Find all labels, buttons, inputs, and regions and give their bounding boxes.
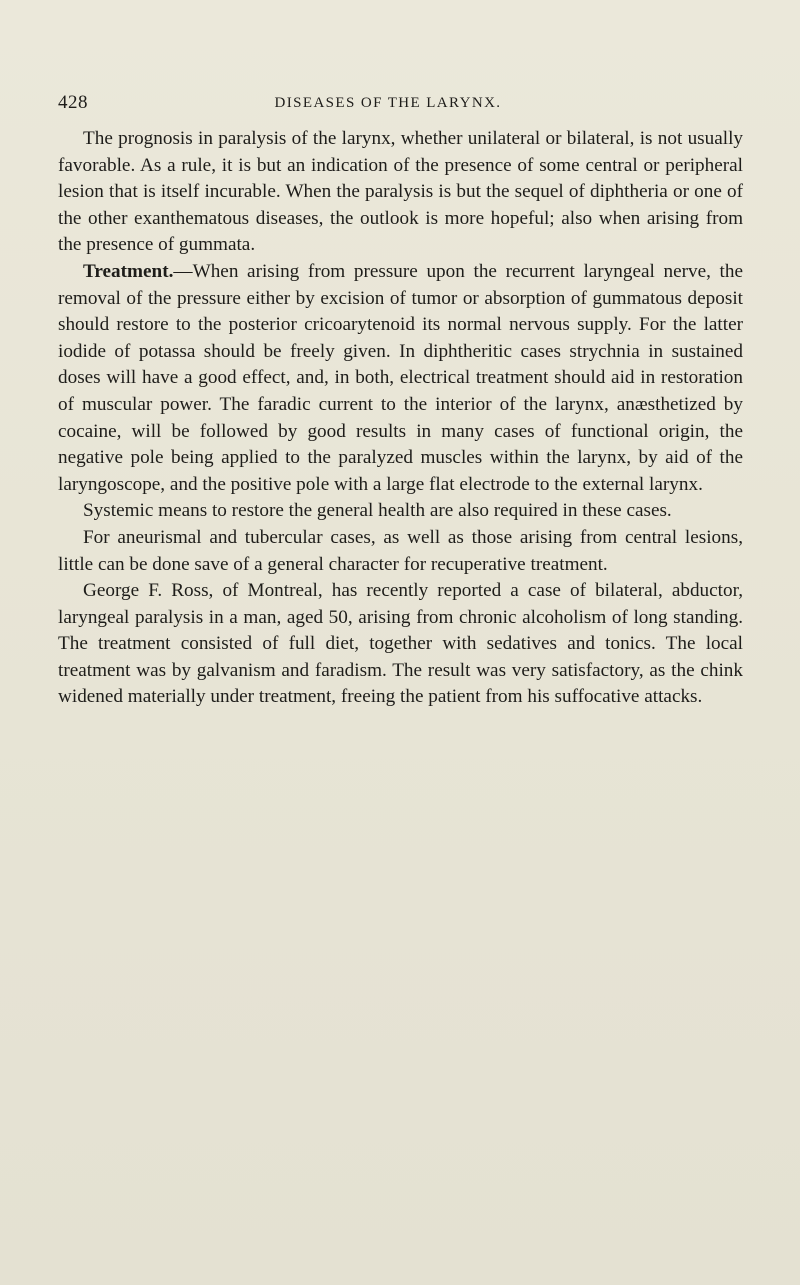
- running-title: DISEASES OF THE LARYNX.: [274, 95, 502, 111]
- paragraph-text: The prognosis in paralysis of the larynx, whether unilateral or bilateral, is not usually favorable. As a rule, it is but an indication of the presence of some central or peripheral lesion that is itself incurable. When the paralysis is but the sequel of diphtheria or one of the other exanthematous diseases, the outlook is more hopeful; also when arising from the presence of gummata.: [58, 128, 743, 256]
- running-head: [58, 91, 742, 115]
- paragraph-text: —When arising from pressure upon the recurrent laryngeal nerve, the removal of the pressure either by excision of tumor or absorption of gummatous deposit should restore to the posterior cricoarytenoid its normal nervous supply. For the latter iodide of potassa should be freely given. In diphtheritic cases strychnia in sustained doses will have a good effect, and, in both, electrical treatment should aid in restoration of muscular power. The faradic current to the interior of the larynx, anæsthetized by cocaine, will be followed by good results in many cases of functional origin, the negative pole being applied to the paralyzed muscles within the larynx, by aid of the laryngoscope, and the positive pole with a large flat electrode to the external larynx.: [58, 260, 743, 495]
- paragraph-treatment: [58, 259, 743, 498]
- paragraph-text: Systemic means to restore the general health are also required in these cases.: [83, 500, 672, 522]
- paragraph-aneurismal-cases: [58, 525, 743, 578]
- paragraph-text: For aneurismal and tubercular cases, as well as those arising from central lesions, little can be done save of a general character for recuperative treatment.: [58, 526, 743, 575]
- paragraph-text: George F. Ross, of Montreal, has recently reported a case of bilateral, abductor, laryngeal paralysis in a man, aged 50, arising from chronic alcoholism of long standing. The treatment consisted of full diet, together with sedatives and tonics. The local treatment was by galvanism and faradism. The result was very satisfactory, as the chink widened materially under treatment, freeing the patient from his suffocative attacks.: [58, 580, 743, 708]
- paragraph-case-report: [58, 578, 743, 711]
- treatment-heading: Treatment.: [83, 260, 174, 282]
- paragraph-systemic-means: [58, 498, 743, 525]
- page-number: 428: [58, 92, 88, 113]
- body-text: [58, 126, 743, 711]
- paragraph-prognosis: [58, 126, 743, 259]
